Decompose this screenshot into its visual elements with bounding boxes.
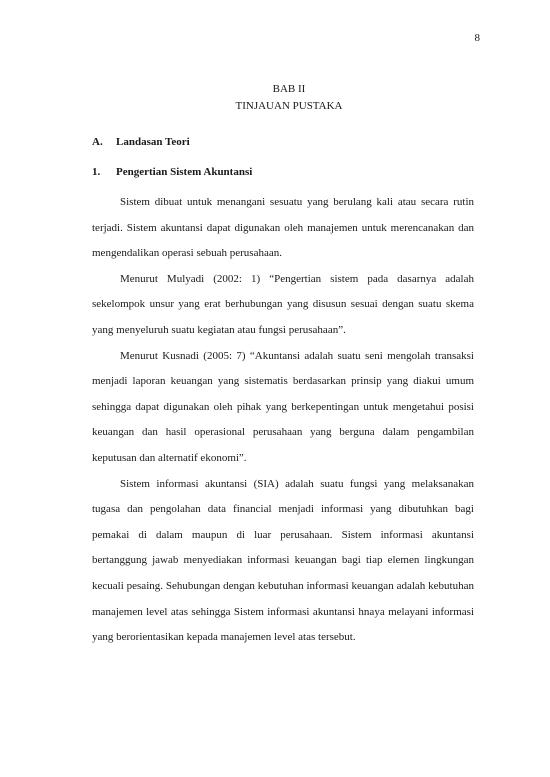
subsection-title: Pengertian Sistem Akuntansi	[116, 166, 253, 178]
subsection-heading	[92, 158, 474, 186]
paragraph: Menurut Kusnadi (2005: 7) “Akuntansi adalah suatu seni mengolah transaksi menjadi laporan keuangan yang sistematis berdasarkan prinsip yang diakui umum sehingga dapat digunakan oleh pihak yang berkepentingan untuk mengetahui posisi keuangan dan hasil operasional perusahaan yang berguna dalam pengambilan keputusan dan alternatif ekonomi”.	[92, 349, 474, 464]
document-body	[92, 128, 474, 651]
section-heading	[92, 128, 474, 156]
chapter-heading	[0, 81, 550, 115]
chapter-label: BAB II	[272, 83, 306, 95]
section-number: A.	[92, 136, 103, 148]
paragraph: Sistem informasi akuntansi (SIA) adalah suatu fungsi yang melaksanakan tugasa dan pengolahan data financial menjadi informasi yang dibutuhkan bagi pemakai di dalam maupun di luar perusahaan. Sistem informasi akuntansi bertanggung jawab menyediakan informasi keuangan bagi tiap elemen lingkungan kecuali pesaing. Sehubungan dengan kebutuhan informasi keuangan adalah kebutuhan manajemen level atas sehingga Sistem informasi akuntansi hnaya melayani informasi yang berorientasikan kepada manajemen level atas tersebut.	[92, 477, 474, 644]
subsection-number: 1.	[92, 166, 101, 178]
section-title: Landasan Teori	[116, 136, 190, 148]
paragraph: Menurut Mulyadi (2002: 1) “Pengertian sistem pada dasarnya adalah sekelompok unsur yang erat berhubungan yang disusun sesuai dengan suatu skema yang menyeluruh suatu kegiatan atau fungsi perusahaan”.	[92, 272, 474, 336]
chapter-title: TINJAUAN PUSTAKA	[235, 100, 343, 112]
page-number: 8	[474, 32, 480, 44]
paragraph: Sistem dibuat untuk menangani sesuatu yang berulang kali atau secara rutin terjadi. Sistem akuntansi dapat digunakan oleh manajemen untuk merencanakan dan mengendalikan operasi sebuah perusahaan.	[92, 196, 474, 260]
